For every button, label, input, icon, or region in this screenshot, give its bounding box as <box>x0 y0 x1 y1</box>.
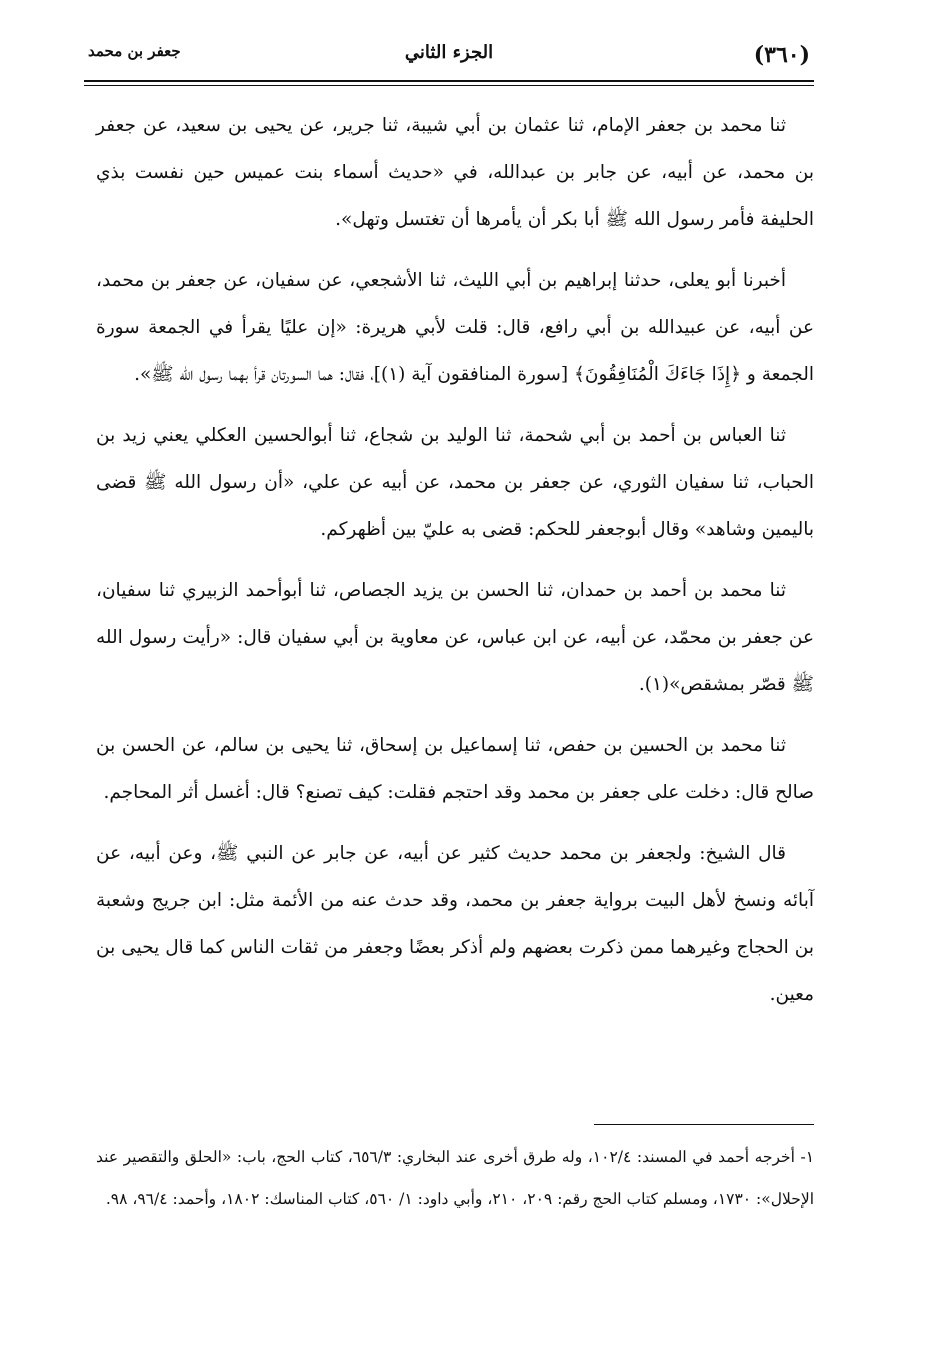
footnote-separator <box>594 1124 814 1125</box>
paragraph: ثنا محمد بن الحسين بن حفص، ثنا إسماعيل بن إسحاق، ثنا يحيى بن سالم، عن الحسن بن صالح قال: دخلت على جعفر بن محمد وقد احتجم فقلت: كيف تصنع؟ قال: أغسل أثر المحاجم. <box>96 735 814 803</box>
paragraph: ثنا محمد بن جعفر الإمام، ثنا عثمان بن أبي شيبة، ثنا جرير، عن يحيى بن سعيد، عن جعفر بن محمد، عن أبيه، عن جابر بن عبدالله، في «حديث أسماء بنت عميس حين نفست بذي الحليفة فأمر رسول الله ﷺ أبا بكر أن يأمرها أن تغتسل وتهل». <box>96 115 814 230</box>
footnote-1: ١- أخرجه أحمد في المسند: ١٠٢/٤، وله طرق أخرى عند البخاري: ٦٥٦/٣، كتاب الحج، باب: «الحلق والتقصير عند الإحلال»: ١٧٣٠، ومسلم كتاب الحج رقم: ٢٠٩، ٢١٠، وأبي داود: ١/ ٥٦٠، كتاب المناسك: ١٨٠٢، وأحمد: ٩٦/٤، ٩٨. <box>96 1148 815 1208</box>
header-rule-thin <box>84 85 814 86</box>
page-number: (٣٦٠) <box>753 42 810 68</box>
part-title: الجزء الثاني <box>404 42 494 63</box>
paragraph: قال الشيخ: ولجعفر بن محمد حديث كثير عن أبيه، عن جابر عن النبي ﷺ، وعن أبيه، عن آبائه ونسخ لأهل البيت برواية جعفر بن محمد، وقد حدث عنه من الأئمة مثل: ابن جريج وشعبة بن الحجاج وغيرهما ممن ذكرت بعضهم ولم أذكر بعضًا وجعفر من ثقات الناس كما قال يحيى بن معين. <box>96 843 814 1005</box>
header-rule <box>84 80 814 82</box>
paragraph: ثنا محمد بن أحمد بن حمدان، ثنا الحسن بن يزيد الجصاص، ثنا أبوأحمد الزبيري ثنا سفيان، عن جعفر بن محمّد، عن أبيه، عن ابن عباس، عن معاوية بن أبي سفيان قال: «رأيت رسول الله ﷺ قصّر بمشقص»(١). <box>96 580 814 695</box>
running-header-name: جعفر بن محمد <box>88 42 181 60</box>
page-header <box>84 38 814 78</box>
footnote-area <box>96 1136 814 1220</box>
paragraph: أخبرنا أبو يعلى، حدثنا إبراهيم بن أبي الليث، ثنا الأشجعي، عن سفيان، عن جعفر بن محمد، عن أبيه، عن عبيدالله بن أبي رافع، قال: قلت لأبي هريرة: «إن عليًا يقرأ في الجمعة سورة الجمعة و ﴿إِذَا جَاءَكَ الْمُنَافِقُونَ﴾ [سورة المنافقون آية (١)]، فقال: هما السورتان قرأ بهما رسول الله ﷺ». <box>96 270 814 385</box>
main-text <box>96 102 814 1032</box>
paragraph: ثنا العباس بن أحمد بن أبي شحمة، ثنا الوليد بن شجاع، ثنا أبوالحسين العكلي يعني زيد بن الحباب، ثنا سفيان الثوري، عن جعفر بن محمد، عن أبيه عن علي، «أن رسول الله ﷺ قضى باليمين وشاهد» وقال أبوجعفر للحكم: قضى به عليّ بين أظهركم. <box>96 425 814 540</box>
